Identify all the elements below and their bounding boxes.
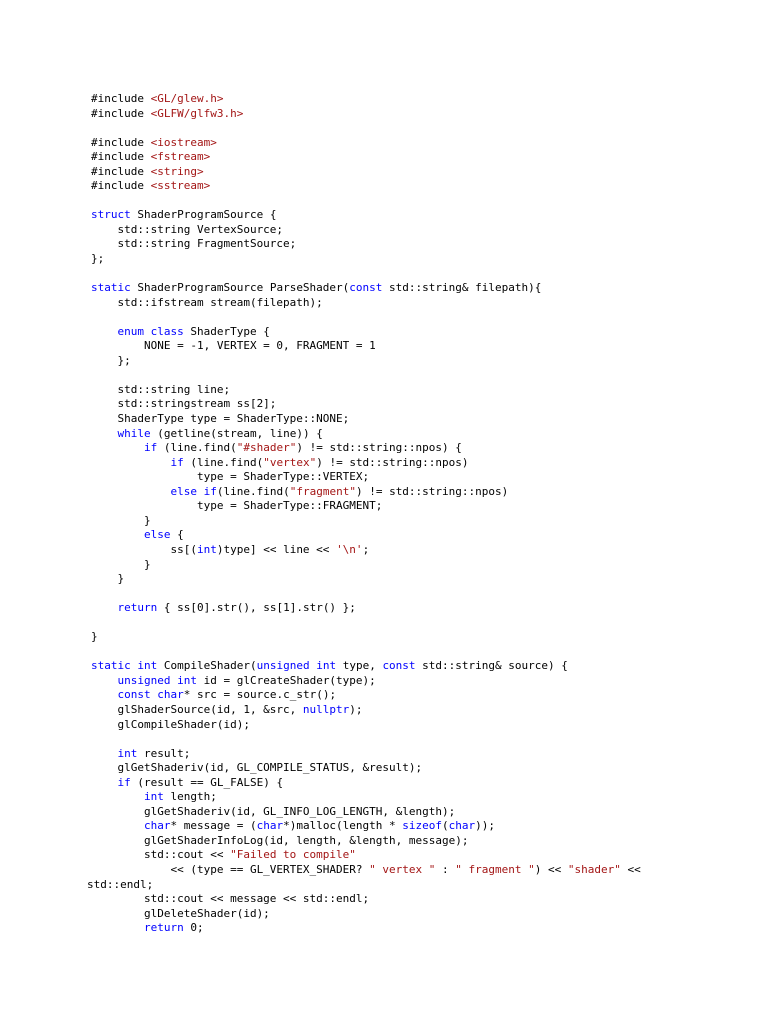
code-text: NONE = -1, VERTEX = 0, FRAGMENT = 1 <box>91 339 376 353</box>
code-keyword: int <box>316 659 337 673</box>
code-line <box>91 543 751 558</box>
code-text: #include <box>91 106 151 120</box>
code-text: } <box>91 630 98 644</box>
code-string: <string> <box>150 164 204 178</box>
code-text: glCompileShader(id); <box>91 717 250 731</box>
code-line <box>91 121 751 136</box>
code-line <box>91 616 751 631</box>
code-line <box>91 718 751 733</box>
code-keyword: unsigned <box>117 673 171 687</box>
code-text: ) != std::string::npos) <box>355 484 509 498</box>
code-keyword: char <box>143 819 171 833</box>
code-line <box>91 558 751 573</box>
code-text: glDeleteShader(id); <box>91 906 270 920</box>
code-text: std::string& filepath){ <box>382 281 542 295</box>
code-keyword: if <box>170 455 184 469</box>
code-text: * src = source.c_str(); <box>183 688 337 702</box>
code-line <box>91 834 751 849</box>
code-line <box>91 412 751 427</box>
code-line <box>87 878 751 893</box>
code-line <box>91 237 751 252</box>
code-string: <GLFW/glfw3.h> <box>150 106 244 120</box>
code-text: * message = ( <box>170 819 257 833</box>
code-text: ShaderType { <box>183 324 270 338</box>
code-text: { <box>170 528 184 542</box>
code-keyword: char <box>256 819 284 833</box>
code-line <box>91 267 751 282</box>
code-line <box>91 456 751 471</box>
code-text: id = glCreateShader(type); <box>196 673 376 687</box>
code-line <box>91 688 751 703</box>
code-text: )); <box>475 819 496 833</box>
code-line <box>91 179 751 194</box>
code-line <box>91 107 751 122</box>
code-text: std::cout << <box>91 848 231 862</box>
code-text: CompileShader( <box>157 659 257 673</box>
code-string: " fragment " <box>455 862 535 876</box>
code-line <box>91 150 751 165</box>
code-line <box>91 325 751 340</box>
code-text: std::endl; <box>87 877 154 891</box>
code-keyword: enum <box>117 324 144 338</box>
code-string: "shader" <box>567 862 621 876</box>
code-text: glGetShaderiv(id, GL_COMPILE_STATUS, &result); <box>91 761 423 775</box>
code-text: std::ifstream stream(filepath); <box>91 295 323 309</box>
code-line <box>91 790 751 805</box>
code-text: << (type == GL_VERTEX_SHADER? <box>91 862 370 876</box>
code-line <box>91 136 751 151</box>
code-keyword: const <box>117 688 151 702</box>
code-line <box>91 339 751 354</box>
code-text: << <box>620 862 641 876</box>
code-line <box>91 732 751 747</box>
code-text: ShaderProgramSource { <box>130 208 277 222</box>
code-text <box>91 776 118 789</box>
code-text: #include <box>91 164 151 178</box>
code-line <box>91 659 751 674</box>
code-text: (line.find( <box>216 484 290 498</box>
code-line <box>91 630 751 645</box>
code-line <box>91 907 751 922</box>
code-text: type, <box>336 659 383 673</box>
code-text: std::stringstream ss[2]; <box>91 397 277 411</box>
code-line <box>91 863 751 878</box>
code-text: )type] << line << <box>216 542 337 556</box>
code-keyword: if <box>203 484 217 498</box>
code-listing <box>87 92 751 936</box>
code-line <box>91 572 751 587</box>
code-line <box>91 819 751 834</box>
code-text <box>91 747 118 760</box>
code-line <box>91 92 751 107</box>
code-text: } <box>91 557 151 571</box>
code-text <box>197 485 204 498</box>
code-string: "fragment" <box>289 484 356 498</box>
code-text: *)malloc(length * <box>283 819 403 833</box>
code-line <box>91 645 751 660</box>
code-text: std::string FragmentSource; <box>91 237 297 251</box>
code-keyword: char <box>157 688 184 702</box>
code-text: ) != std::string::npos) <box>316 455 469 469</box>
code-text: (line.find( <box>183 455 264 469</box>
code-line <box>91 368 751 383</box>
code-line <box>91 354 751 369</box>
code-text <box>91 441 144 454</box>
code-line <box>91 805 751 820</box>
code-text <box>91 456 170 469</box>
code-string: <fstream> <box>150 150 211 164</box>
code-text: #include <box>91 150 151 164</box>
code-text: }; <box>91 252 105 266</box>
code-keyword: else <box>143 528 171 542</box>
code-keyword: class <box>150 324 184 338</box>
code-text: glShaderSource(id, 1, &src, <box>91 702 303 716</box>
code-line <box>91 528 751 543</box>
code-keyword: struct <box>91 208 131 222</box>
code-text: ( <box>442 819 449 833</box>
code-string: "Failed to compile" <box>230 848 356 862</box>
code-text: (line.find( <box>157 441 237 455</box>
code-keyword: static <box>91 659 131 673</box>
code-text: type = ShaderType::VERTEX; <box>91 470 370 484</box>
code-text: std::string line; <box>91 382 231 396</box>
code-keyword: int <box>143 790 164 804</box>
code-line <box>91 892 751 907</box>
code-line <box>91 397 751 412</box>
code-text: ); <box>349 702 363 716</box>
code-string: '\n' <box>336 542 363 556</box>
code-line <box>91 485 751 500</box>
code-string: <sstream> <box>150 179 211 193</box>
code-line <box>91 601 751 616</box>
code-text: 0; <box>183 921 204 935</box>
code-text <box>91 485 170 498</box>
code-string: " vertex " <box>369 862 436 876</box>
code-keyword: if <box>117 775 131 789</box>
code-line <box>91 921 751 936</box>
code-line <box>91 703 751 718</box>
code-line <box>91 674 751 689</box>
code-line <box>91 776 751 791</box>
code-text: std::string VertexSource; <box>91 222 284 236</box>
code-keyword: int <box>137 659 158 673</box>
code-text <box>91 427 118 440</box>
code-keyword: int <box>117 746 138 760</box>
code-string: "#shader" <box>236 441 297 455</box>
code-keyword: static <box>91 281 131 295</box>
code-line <box>91 587 751 602</box>
code-text <box>91 325 118 338</box>
code-text: ss[( <box>91 542 197 556</box>
code-text: ; <box>362 542 370 556</box>
code-line <box>91 514 751 529</box>
code-text: glGetShaderInfoLog(id, length, &length, message); <box>91 833 469 847</box>
code-text: (getline(stream, line)) { <box>150 426 323 440</box>
code-keyword: nullptr <box>302 702 350 716</box>
code-text <box>91 528 144 541</box>
code-text: : <box>435 862 456 876</box>
code-line <box>91 296 751 311</box>
code-keyword: else <box>170 484 197 498</box>
code-line <box>91 441 751 456</box>
code-text: } <box>91 513 151 527</box>
code-keyword: char <box>448 819 476 833</box>
code-text <box>91 790 144 803</box>
code-text: type = ShaderType::FRAGMENT; <box>91 499 383 513</box>
code-line <box>91 165 751 180</box>
code-text: (result == GL_FALSE) { <box>130 775 284 789</box>
code-string: <iostream> <box>150 135 217 149</box>
code-line <box>91 747 751 762</box>
code-text: ) != std::string::npos) { <box>296 441 462 455</box>
code-text: { ss[0].str(), ss[1].str() }; <box>157 601 356 615</box>
code-line <box>91 281 751 296</box>
code-text: glGetShaderiv(id, GL_INFO_LOG_LENGTH, &length); <box>91 804 456 818</box>
code-keyword: return <box>117 601 158 615</box>
code-line <box>91 223 751 238</box>
code-text: std::string& source) { <box>415 659 568 673</box>
code-line <box>91 761 751 776</box>
code-line <box>91 252 751 267</box>
code-keyword: const <box>382 659 416 673</box>
code-text: ShaderType type = ShaderType::NONE; <box>91 412 350 426</box>
code-keyword: unsigned <box>256 659 310 673</box>
code-text: } <box>91 572 125 586</box>
code-keyword: const <box>349 281 383 295</box>
code-text: result; <box>137 746 191 760</box>
code-line <box>91 470 751 485</box>
code-string: "vertex" <box>263 455 317 469</box>
code-line <box>91 383 751 398</box>
code-text: #include <box>91 135 151 149</box>
code-text <box>91 819 144 832</box>
code-text: }; <box>91 353 131 367</box>
code-line <box>91 208 751 223</box>
code-text: std::cout << message << std::endl; <box>91 892 370 906</box>
code-text <box>91 921 144 934</box>
code-line <box>91 310 751 325</box>
code-keyword: while <box>117 426 151 440</box>
code-string: <GL/glew.h> <box>150 92 224 105</box>
code-text: #include <box>91 179 151 193</box>
code-text: length; <box>163 790 217 804</box>
code-text <box>91 601 118 614</box>
code-keyword: sizeof <box>402 819 443 833</box>
code-line <box>91 194 751 209</box>
code-keyword: return <box>143 921 184 935</box>
code-text: #include <box>91 92 151 105</box>
code-keyword: int <box>177 673 197 687</box>
code-line <box>91 848 751 863</box>
code-text <box>144 325 151 338</box>
code-line <box>91 499 751 514</box>
code-line <box>91 427 751 442</box>
code-text <box>91 674 118 687</box>
code-keyword: int <box>196 542 217 556</box>
code-text: ShaderProgramSource ParseShader( <box>130 281 350 295</box>
code-text <box>91 688 118 701</box>
code-text: ) << <box>534 862 568 876</box>
code-keyword: if <box>143 441 158 455</box>
